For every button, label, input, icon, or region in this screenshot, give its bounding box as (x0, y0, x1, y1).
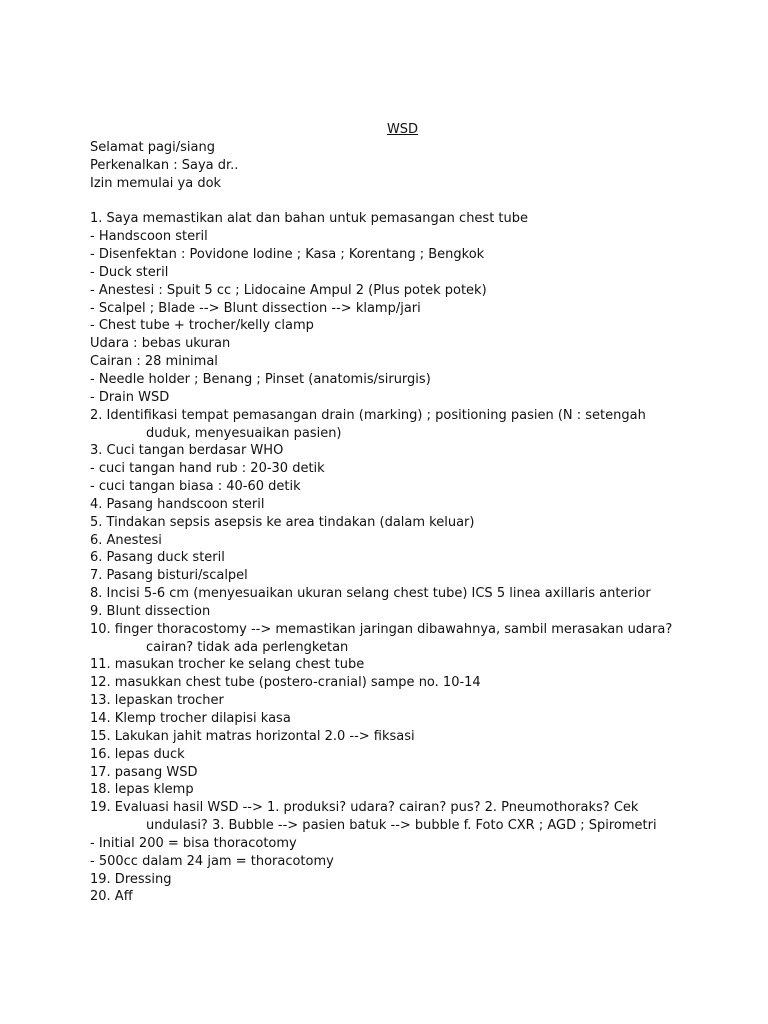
text-line: Perkenalkan : Saya dr.. (90, 157, 239, 173)
text-line-continuation: undulasi? 3. Bubble --> pasien batuk --> bubble f. Foto CXR ; AGD ; Spirometri (146, 818, 657, 834)
text-line: 6. Pasang duck steril (90, 550, 225, 566)
text-line-continuation: duduk, menyesuaikan pasien) (146, 425, 342, 441)
text-line: 19. Evaluasi hasil WSD --> 1. produksi? udara? cairan? pus? 2. Pneumothoraks? Cek (90, 800, 639, 816)
text-line: - cuci tangan hand rub : 20-30 detik (90, 461, 325, 477)
text-line: - Disenfektan : Povidone Iodine ; Kasa ; Korentang ; Bengkok (90, 247, 485, 263)
text-line: 4. Pasang handscoon steril (90, 496, 265, 512)
document-title: WSD (386, 122, 419, 137)
text-line: 1. Saya memastikan alat dan bahan untuk pemasangan chest tube (90, 211, 529, 227)
text-line: 18. lepas klemp (90, 782, 194, 798)
text-line: 9. Blunt dissection (90, 603, 211, 619)
blank-line (90, 193, 750, 211)
text-line: 12. masukkan chest tube (postero-cranial) sampe no. 10-14 (90, 675, 481, 691)
text-line: - Scalpel ; Blade --> Blunt dissection --> klamp/jari (90, 300, 421, 316)
text-line: 15. Lakukan jahit matras horizontal 2.0 --> fiksasi (90, 728, 415, 744)
text-line: - Chest tube + trocher/kelly clamp (90, 318, 314, 334)
text-line: 2. Identifikasi tempat pemasangan drain (marking) ; positioning pasien (N : setengah (90, 407, 646, 423)
text-line: 3. Cuci tangan berdasar WHO (90, 443, 284, 459)
text-line: 10. finger thoracostomy --> memastikan jaringan dibawahnya, sambil merasakan udara? (90, 621, 673, 637)
text-line: - Drain WSD (90, 389, 170, 405)
text-line: - 500cc dalam 24 jam = thoracotomy (90, 853, 334, 869)
document-body (90, 139, 750, 906)
text-line: - Anestesi : Spuit 5 cc ; Lidocaine Ampul 2 (Plus potek potek) (90, 282, 487, 298)
text-line: 8. Incisi 5-6 cm (menyesuaikan ukuran selang chest tube) ICS 5 linea axillaris anterior (90, 586, 651, 602)
text-line: Izin memulai ya dok (90, 175, 222, 191)
text-line: Cairan : 28 minimal (90, 354, 218, 370)
text-line-continuation: cairan? tidak ada perlengketan (146, 639, 349, 655)
text-line: 11. masukan trocher ke selang chest tube (90, 657, 365, 673)
text-line: 5. Tindakan sepsis asepsis ke area tindakan (dalam keluar) (90, 514, 475, 530)
text-line: - Initial 200 = bisa thoracotomy (90, 835, 297, 851)
text-line: - Needle holder ; Benang ; Pinset (anatomis/sirurgis) (90, 371, 431, 387)
text-line: - Handscoon steril (90, 229, 208, 245)
text-line: - Duck steril (90, 264, 169, 280)
text-line: 7. Pasang bisturi/scalpel (90, 568, 248, 584)
text-line: 14. Klemp trocher dilapisi kasa (90, 711, 291, 726)
text-line: - cuci tangan biasa : 40-60 detik (90, 479, 301, 495)
text-line: 17. pasang WSD (90, 764, 198, 780)
text-line: 16. lepas duck (90, 746, 185, 762)
text-line: 13. lepaskan trocher (90, 693, 224, 709)
text-line: 19. Dressing (90, 871, 172, 887)
text-line: 6. Anestesi (90, 532, 162, 548)
text-line: Udara : bebas ukuran (90, 336, 231, 352)
text-line: Selamat pagi/siang (90, 140, 215, 155)
text-line: 20. Aff (90, 889, 133, 905)
